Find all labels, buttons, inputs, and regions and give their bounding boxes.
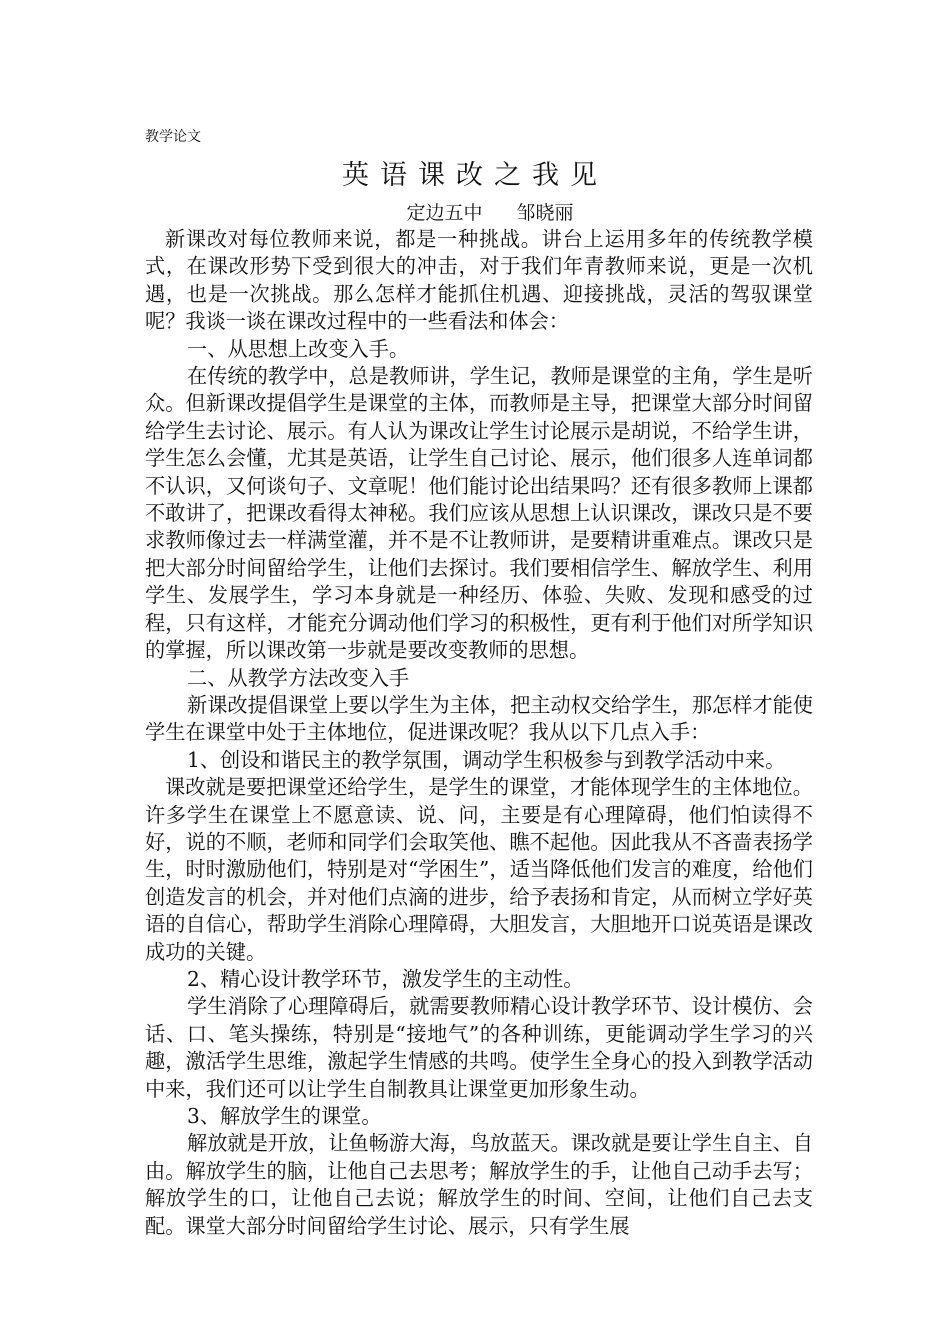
body-paragraph: 在传统的教学中，总是教师讲，学生记，教师是课堂的主角，学生是听众。但新课改提倡学生是课堂的主体，而教师是主导，把课堂大部分时间留给学生去讨论、展示。有人认为课改让学生讨论展示是胡说，不给学生讲，学生怎么会懂，尤其是英语，让学生自己讨论、展示，他们很多人连单词都不认识，又何谈句子、文章呢！他们能讨论出结果吗？还有很多教师上课都不敢讲了，把课改看得太神秘。我们应该从思想上认识课改，课改只是不要求教师像过去一样满堂灌，并不是不让教师讲，是要精讲重难点。课改只是把大部分时间留给学生，让他们去探讨。我们要相信学生、解放学生、利用学生、发展学生，学习本身就是一种经历、体验、失败、发现和感受的过程，只有这样，才能充分调动他们学习的积极性，更有利于他们对所学知识的掌握，所以课改第一步就是要改变教师的思想。 [145,364,813,663]
subheading-1: 1、创设和谐民主的教学氛围，调动学生积极参与到教学活动中来。 [187,747,786,772]
page-title: 英语课改之我见 [342,160,608,191]
document-category-label: 教学论文 [145,129,201,145]
body-paragraph: 学生消除了心理障碍后，就需要教师精心设计教学环节、设计模仿、会话、口、笔头操练，特别是“接地气”的各种训练，更能调动学生学习的兴趣，激活学生思维，激起学生情感的共鸣。使学生全身心的投入到教学活动中来，我们还可以让学生自制教具让课堂更加形象生动。 [145,994,813,1101]
section-heading-2: 二、从教学方法改变入手 [187,665,410,690]
body-paragraph: 课改就是要把课堂还给学生，是学生的课堂，才能体现学生的主体地位。许多学生在课堂上不愿意读、说、问，主要是有心理障碍，他们怕读得不好，说的不顺，老师和同学们会取笑他、瞧不起他。因此我从不吝啬表扬学生，时时激励他们，特别是对“学困生”，适当降低他们发言的难度，给他们创造发言的机会，并对他们点滴的进步，给予表扬和肯定，从而树立学好英语的自信心，帮助学生消除心理障碍，大胆发言，大胆地开口说英语是课改成功的关键。 [145,775,813,964]
section-heading-1: 一、从思想上改变入手。 [187,336,410,361]
body-paragraph: 新课改提倡课堂上要以学生为主体，把主动权交给学生，那怎样才能使学生在课堂中处于主体地位，促进课改呢？我从以下几点入手： [145,692,813,745]
subheading-3: 3、解放学生的课堂。 [187,1104,382,1128]
author-name: 邹晓丽 [516,202,574,224]
author-line [0,201,950,225]
intro-paragraph: 新课改对每位教师来说，都是一种挑战。讲台上运用多年的传统教学模式，在课改形势下受到很大的冲击，对于我们年青教师来说，更是一次机遇，也是一次挑战。那么怎样才能抓住机遇、迎接挑战，灵活的驾驭课堂呢？我谈一谈在课改过程中的一些看法和体会： [145,227,813,334]
author-school: 定边五中 [406,202,483,224]
subheading-2: 2、精心设计教学环节，激发学生的主动性。 [187,966,584,991]
article-body [145,226,813,1240]
body-paragraph: 解放就是开放，让鱼畅游大海，鸟放蓝天。课改就是要让学生自主、自由。解放学生的脑，让他自己去思考；解放学生的手，让他自己动手去写；解放学生的口，让他自己去说；解放学生的时间、空间，让他们自己去支配。课堂大部分时间留给学生讨论、展示，只有学生展 [145,1131,813,1238]
